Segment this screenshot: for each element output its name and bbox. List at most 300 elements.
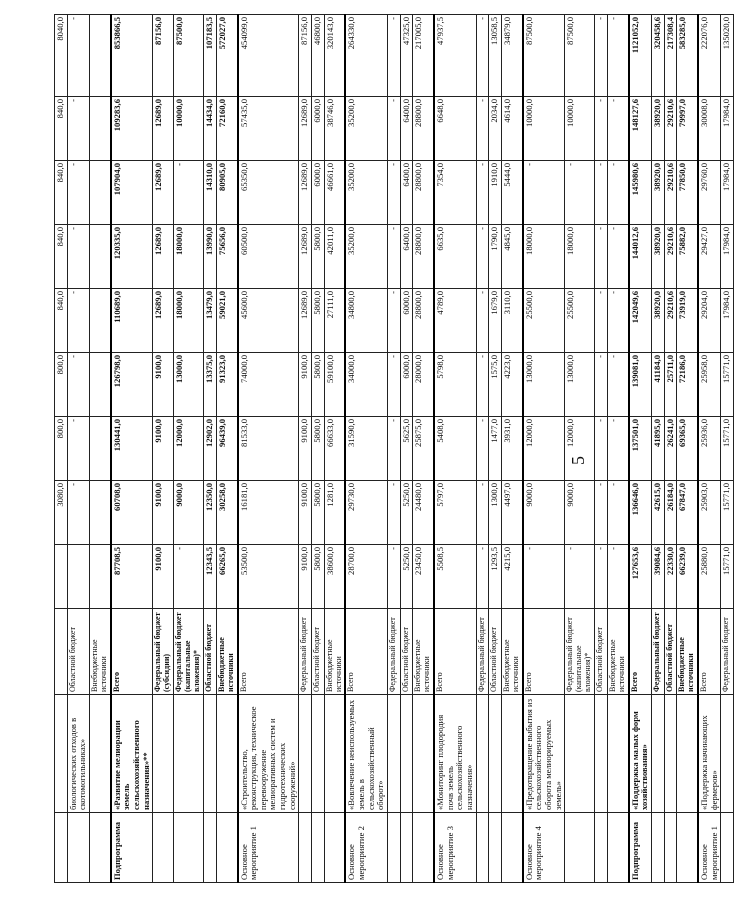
table-cell: 5408,0 bbox=[434, 417, 476, 481]
budget-table bbox=[54, 14, 734, 883]
table-cell: 5800,0 bbox=[311, 225, 324, 289]
table-body bbox=[55, 15, 734, 883]
table-cell: 217005,0 bbox=[413, 15, 434, 97]
table-cell: 13479,0 bbox=[204, 289, 217, 353]
table-cell: 5800,0 bbox=[311, 545, 324, 609]
table-cell: 31590,0 bbox=[345, 417, 387, 481]
table-cell: Основное мероприятие 4 bbox=[523, 813, 565, 883]
table-cell: «Мониторинг плодородия почв земель сельскохозяйственного назначения» bbox=[434, 695, 476, 813]
table-cell bbox=[677, 695, 698, 813]
table-cell: - bbox=[387, 97, 400, 161]
table-cell bbox=[501, 813, 522, 883]
table-cell: 13058,5 bbox=[489, 15, 502, 97]
table-row bbox=[721, 15, 734, 883]
table-cell: 264330,0 bbox=[345, 15, 387, 97]
table-cell: 107183,5 bbox=[204, 15, 217, 97]
table-cell bbox=[174, 813, 204, 883]
table-cell: 800,0 bbox=[55, 353, 68, 417]
table-cell: Областной бюджет bbox=[664, 609, 677, 695]
table-cell: Подпрограмма bbox=[111, 813, 153, 883]
table-cell: - bbox=[476, 225, 489, 289]
table-cell: 5625,0 bbox=[400, 417, 413, 481]
table-cell: 4215,0 bbox=[501, 545, 522, 609]
table-cell: 34000,0 bbox=[345, 353, 387, 417]
table-cell bbox=[89, 417, 110, 481]
table-cell: - bbox=[67, 289, 89, 353]
table-cell: 12689,0 bbox=[299, 225, 312, 289]
table-cell: 4614,0 bbox=[501, 97, 522, 161]
table-row bbox=[153, 15, 174, 883]
table-cell: 75656,0 bbox=[216, 225, 237, 289]
table-cell: 9100,0 bbox=[153, 481, 174, 545]
table-cell: 34879,0 bbox=[501, 15, 522, 97]
table-cell bbox=[89, 481, 110, 545]
table-cell: 148127,6 bbox=[629, 97, 652, 161]
table-cell: Федеральный бюджет (капитальные вложения)* bbox=[565, 609, 595, 695]
table-cell: 13000,0 bbox=[174, 353, 204, 417]
table-cell: 57435,0 bbox=[238, 97, 299, 161]
table-row bbox=[174, 15, 204, 883]
table-cell: 7354,0 bbox=[434, 161, 476, 225]
table-cell: - bbox=[565, 161, 595, 225]
table-cell: - bbox=[387, 161, 400, 225]
table-cell: 840,0 bbox=[55, 289, 68, 353]
table-cell bbox=[216, 813, 237, 883]
table-cell: 10000,0 bbox=[565, 97, 595, 161]
table-cell bbox=[204, 695, 217, 813]
table-cell: 81533,0 bbox=[238, 417, 299, 481]
table-cell: - bbox=[607, 161, 628, 225]
table-cell: - bbox=[595, 545, 608, 609]
table-cell: Основное мероприятие 3 bbox=[434, 813, 476, 883]
table-cell: 5800,0 bbox=[311, 481, 324, 545]
table-cell bbox=[55, 545, 68, 609]
table-cell: 25711,0 bbox=[664, 353, 677, 417]
table-cell: 16181,0 bbox=[238, 481, 299, 545]
table-cell bbox=[67, 545, 89, 609]
table-cell: - bbox=[67, 97, 89, 161]
table-cell: 26184,0 bbox=[664, 481, 677, 545]
table-cell: 137501,0 bbox=[629, 417, 652, 481]
table-cell: Внебюджетные источники bbox=[89, 609, 110, 695]
table-cell: 572027,0 bbox=[216, 15, 237, 97]
table-cell bbox=[721, 695, 734, 813]
table-cell: 25958,0 bbox=[698, 353, 721, 417]
table-cell: биологических отходов в скотомогильниках» bbox=[67, 695, 89, 813]
table-cell: 18000,0 bbox=[565, 225, 595, 289]
table-cell: - bbox=[595, 161, 608, 225]
table-cell: Федеральный бюджет bbox=[721, 609, 734, 695]
table-cell: 9100,0 bbox=[153, 417, 174, 481]
table-cell: - bbox=[595, 97, 608, 161]
table-row bbox=[387, 15, 400, 883]
table-cell bbox=[607, 695, 628, 813]
table-cell bbox=[595, 695, 608, 813]
table-cell: 145980,6 bbox=[629, 161, 652, 225]
table-cell: 38920,0 bbox=[651, 289, 664, 353]
table-cell: 12350,0 bbox=[204, 481, 217, 545]
table-cell: - bbox=[607, 289, 628, 353]
table-cell: 10000,0 bbox=[523, 97, 565, 161]
table-cell: 6000,0 bbox=[311, 97, 324, 161]
table-cell: 75882,0 bbox=[677, 225, 698, 289]
table-cell: 15771,0 bbox=[721, 417, 734, 481]
table-cell: 25875,0 bbox=[413, 417, 434, 481]
table-cell: - bbox=[387, 225, 400, 289]
table-cell bbox=[489, 813, 502, 883]
table-row bbox=[664, 15, 677, 883]
table-cell: 9100,0 bbox=[299, 353, 312, 417]
table-cell: - bbox=[67, 15, 89, 97]
table-cell bbox=[299, 695, 312, 813]
table-cell bbox=[400, 695, 413, 813]
table-cell: 18000,0 bbox=[174, 225, 204, 289]
table-cell: 5800,0 bbox=[311, 417, 324, 481]
table-cell bbox=[153, 813, 174, 883]
page-number: 5 bbox=[568, 456, 588, 465]
table-row bbox=[67, 15, 89, 883]
table-cell: 42615,0 bbox=[651, 481, 664, 545]
table-cell: Федеральный бюджет bbox=[387, 609, 400, 695]
table-cell bbox=[324, 695, 345, 813]
table-cell bbox=[721, 813, 734, 883]
table-cell: 583285,0 bbox=[677, 15, 698, 97]
table-cell: 17984,0 bbox=[721, 161, 734, 225]
table-cell bbox=[311, 695, 324, 813]
table-cell: 139081,0 bbox=[629, 353, 652, 417]
table-cell: 2034,0 bbox=[489, 97, 502, 161]
table-cell bbox=[55, 813, 68, 883]
table-cell: 13990,0 bbox=[204, 225, 217, 289]
table-cell bbox=[89, 813, 110, 883]
table-row bbox=[523, 15, 565, 883]
table-cell: 107904,0 bbox=[111, 161, 153, 225]
table-cell: 17984,0 bbox=[721, 225, 734, 289]
table-cell: - bbox=[595, 289, 608, 353]
table-cell: 29210,6 bbox=[664, 289, 677, 353]
table-cell: 42011,0 bbox=[324, 225, 345, 289]
table-row bbox=[698, 15, 721, 883]
table-cell: Основное мероприятие 2 bbox=[345, 813, 387, 883]
table-cell: Областной бюджет bbox=[204, 609, 217, 695]
table-cell: - bbox=[607, 481, 628, 545]
table-cell: 5250,0 bbox=[400, 481, 413, 545]
table-cell: 127653,6 bbox=[629, 545, 652, 609]
table-cell: 136646,0 bbox=[629, 481, 652, 545]
table-cell: 6400,0 bbox=[400, 161, 413, 225]
table-cell: 27111,0 bbox=[324, 289, 345, 353]
table-cell: 39084,6 bbox=[651, 545, 664, 609]
table-cell: 8040,0 bbox=[55, 15, 68, 97]
table-cell: 6400,0 bbox=[400, 225, 413, 289]
table-cell: 60708,0 bbox=[111, 481, 153, 545]
table-cell: - bbox=[67, 353, 89, 417]
table-cell: 66239,0 bbox=[677, 545, 698, 609]
table-cell: 853866,5 bbox=[111, 15, 153, 97]
table-cell: - bbox=[387, 481, 400, 545]
table-cell bbox=[565, 695, 595, 813]
table-cell: 38920,0 bbox=[651, 161, 664, 225]
table-cell: 77850,0 bbox=[677, 161, 698, 225]
table-cell: 69365,0 bbox=[677, 417, 698, 481]
table-cell: 9000,0 bbox=[565, 481, 595, 545]
table-row bbox=[565, 15, 595, 883]
table-row bbox=[324, 15, 345, 883]
table-cell: 9000,0 bbox=[523, 481, 565, 545]
table-cell: 28800,0 bbox=[413, 161, 434, 225]
table-cell: «Строительство, реконструкция, техническое перевооружение мелиоративных систем и гидротехнических сооружений» bbox=[238, 695, 299, 813]
table-cell: 29427,0 bbox=[698, 225, 721, 289]
table-cell bbox=[89, 15, 110, 97]
table-cell bbox=[89, 289, 110, 353]
table-row bbox=[400, 15, 413, 883]
table-cell: 222076,0 bbox=[698, 15, 721, 97]
table-cell: 3931,0 bbox=[501, 417, 522, 481]
table-cell bbox=[476, 813, 489, 883]
table-cell: Подпрограмма bbox=[629, 813, 652, 883]
table-row bbox=[501, 15, 522, 883]
table-cell: 15771,0 bbox=[721, 545, 734, 609]
table-cell: 28800,0 bbox=[413, 289, 434, 353]
table-cell: Всего bbox=[345, 609, 387, 695]
table-cell: 66265,0 bbox=[216, 545, 237, 609]
table-cell: 79997,0 bbox=[677, 97, 698, 161]
table-cell bbox=[89, 545, 110, 609]
table-cell: 840,0 bbox=[55, 161, 68, 225]
table-cell: 4789,0 bbox=[434, 289, 476, 353]
table-cell bbox=[387, 813, 400, 883]
table-cell: 840,0 bbox=[55, 97, 68, 161]
table-row bbox=[607, 15, 628, 883]
table-cell: 72186,0 bbox=[677, 353, 698, 417]
table-cell bbox=[89, 161, 110, 225]
table-cell: 91323,0 bbox=[216, 353, 237, 417]
table-cell: Внебюджетные источники bbox=[501, 609, 522, 695]
table-row bbox=[111, 15, 153, 883]
table-cell: - bbox=[476, 161, 489, 225]
table-cell: 41895,0 bbox=[651, 417, 664, 481]
table-cell: 22330,0 bbox=[664, 545, 677, 609]
table-cell: 1121052,0 bbox=[629, 15, 652, 97]
table-cell: 28800,0 bbox=[413, 225, 434, 289]
table-cell: Областной бюджет bbox=[67, 609, 89, 695]
table-cell: - bbox=[565, 545, 595, 609]
table-cell: 35200,0 bbox=[345, 97, 387, 161]
table-row bbox=[476, 15, 489, 883]
table-cell bbox=[413, 813, 434, 883]
table-cell: - bbox=[595, 353, 608, 417]
table-cell bbox=[607, 813, 628, 883]
table-cell: - bbox=[174, 161, 204, 225]
table-cell: 3110,0 bbox=[501, 289, 522, 353]
table-cell: - bbox=[174, 545, 204, 609]
table-cell: Внебюджетные источники bbox=[607, 609, 628, 695]
table-cell: 1910,0 bbox=[489, 161, 502, 225]
table-cell: Всего bbox=[523, 609, 565, 695]
table-cell: 53500,0 bbox=[238, 545, 299, 609]
table-cell: 87500,0 bbox=[565, 15, 595, 97]
table-cell: 110689,0 bbox=[111, 289, 153, 353]
table-cell: 25936,0 bbox=[698, 417, 721, 481]
table-cell: 5800,0 bbox=[311, 289, 324, 353]
table-cell: Федеральный бюджет (капитальные вложения)* bbox=[174, 609, 204, 695]
table-cell: 15771,0 bbox=[721, 353, 734, 417]
table-cell: 109283,6 bbox=[111, 97, 153, 161]
table-cell: 35200,0 bbox=[345, 161, 387, 225]
table-cell: 126798,0 bbox=[111, 353, 153, 417]
table-row bbox=[345, 15, 387, 883]
table-cell: 96439,0 bbox=[216, 417, 237, 481]
table-cell: 29730,0 bbox=[345, 481, 387, 545]
table-cell: 17984,0 bbox=[721, 289, 734, 353]
table-cell: Федеральный бюджет bbox=[299, 609, 312, 695]
table-cell: 59100,0 bbox=[324, 353, 345, 417]
table-cell: 135020,0 bbox=[721, 15, 734, 97]
table-cell bbox=[89, 353, 110, 417]
table-cell: 4497,0 bbox=[501, 481, 522, 545]
table-cell: 12000,0 bbox=[523, 417, 565, 481]
table-cell: 13000,0 bbox=[523, 353, 565, 417]
table-cell: 73919,0 bbox=[677, 289, 698, 353]
table-cell: Всего bbox=[111, 609, 153, 695]
table-cell: 130441,0 bbox=[111, 417, 153, 481]
table-cell: 800,0 bbox=[55, 417, 68, 481]
table-cell: - bbox=[523, 161, 565, 225]
table-cell: 13000,0 bbox=[565, 353, 595, 417]
table-cell: 66633,0 bbox=[324, 417, 345, 481]
table-cell bbox=[324, 813, 345, 883]
table-cell: 18000,0 bbox=[174, 289, 204, 353]
table-cell: 12689,0 bbox=[299, 97, 312, 161]
table-cell: Федеральный бюджет (субсидии) bbox=[153, 609, 174, 695]
table-cell: 34800,0 bbox=[345, 289, 387, 353]
table-row bbox=[489, 15, 502, 883]
table-cell: 1300,0 bbox=[489, 481, 502, 545]
table-cell bbox=[311, 813, 324, 883]
table-cell: - bbox=[387, 289, 400, 353]
table-cell: - bbox=[523, 545, 565, 609]
table-cell: 6000,0 bbox=[400, 353, 413, 417]
table-cell bbox=[89, 695, 110, 813]
table-cell: Всего bbox=[698, 609, 721, 695]
table-cell: 29210,6 bbox=[664, 97, 677, 161]
table-cell: 59021,0 bbox=[216, 289, 237, 353]
table-cell bbox=[489, 695, 502, 813]
table-cell: 6648,0 bbox=[434, 97, 476, 161]
table-cell: «Поддержка начинающих фермеров» bbox=[698, 695, 721, 813]
table-cell: 14310,0 bbox=[204, 161, 217, 225]
table-cell: 25880,0 bbox=[698, 545, 721, 609]
table-cell: 5798,0 bbox=[434, 353, 476, 417]
table-row bbox=[595, 15, 608, 883]
table-cell bbox=[476, 695, 489, 813]
table-cell: - bbox=[387, 417, 400, 481]
table-cell: - bbox=[607, 353, 628, 417]
table-cell bbox=[89, 225, 110, 289]
table-cell: 60500,0 bbox=[238, 225, 299, 289]
table-row bbox=[238, 15, 299, 883]
table-cell: 35200,0 bbox=[345, 225, 387, 289]
table-cell: 120335,0 bbox=[111, 225, 153, 289]
table-cell: - bbox=[476, 15, 489, 97]
table-cell: 28000,0 bbox=[413, 353, 434, 417]
table-cell: 24480,0 bbox=[413, 481, 434, 545]
table-cell: 12689,0 bbox=[153, 225, 174, 289]
table-cell: Федеральный бюджет bbox=[476, 609, 489, 695]
table-cell: - bbox=[607, 545, 628, 609]
table-cell: 38600,0 bbox=[324, 545, 345, 609]
table-cell: 3080,0 bbox=[55, 481, 68, 545]
table-cell: 30258,0 bbox=[216, 481, 237, 545]
table-cell: - bbox=[387, 545, 400, 609]
table-cell: 5508,5 bbox=[434, 545, 476, 609]
table-cell: 13375,0 bbox=[204, 353, 217, 417]
table-cell: 6000,0 bbox=[311, 161, 324, 225]
table-cell: 15771,0 bbox=[721, 481, 734, 545]
table-cell: 9100,0 bbox=[299, 545, 312, 609]
table-cell: 12000,0 bbox=[565, 417, 595, 481]
table-cell: 87156,0 bbox=[153, 15, 174, 97]
table-cell bbox=[501, 695, 522, 813]
table-row bbox=[204, 15, 217, 883]
table-cell: 17984,0 bbox=[721, 97, 734, 161]
table-cell: 1293,5 bbox=[489, 545, 502, 609]
table-cell: Областной бюджет bbox=[489, 609, 502, 695]
table-cell: 12689,0 bbox=[153, 97, 174, 161]
table-cell: 25903,0 bbox=[698, 481, 721, 545]
table-cell: - bbox=[67, 481, 89, 545]
table-cell: - bbox=[67, 225, 89, 289]
table-cell: - bbox=[476, 97, 489, 161]
table-cell: 46800,0 bbox=[311, 15, 324, 97]
table-cell: «Поддержка малых форм хозяйствования» bbox=[629, 695, 652, 813]
table-cell: Всего bbox=[629, 609, 652, 695]
table-cell: 12689,0 bbox=[299, 161, 312, 225]
table-cell: - bbox=[595, 417, 608, 481]
table-cell: Основное мероприятие 1 bbox=[698, 813, 721, 883]
table-cell bbox=[204, 813, 217, 883]
table-cell: 6400,0 bbox=[400, 97, 413, 161]
table-cell: Внебюджетные источники bbox=[324, 609, 345, 695]
table-row bbox=[413, 15, 434, 883]
table-cell: 9100,0 bbox=[153, 353, 174, 417]
table-cell: Областной бюджет bbox=[400, 609, 413, 695]
table-cell bbox=[677, 813, 698, 883]
table-cell: - bbox=[476, 289, 489, 353]
table-row bbox=[89, 15, 110, 883]
table-cell: 12343,5 bbox=[204, 545, 217, 609]
table-cell: - bbox=[387, 353, 400, 417]
table-cell: 18000,0 bbox=[523, 225, 565, 289]
table-cell: Всего bbox=[434, 609, 476, 695]
table-cell: 23450,0 bbox=[413, 545, 434, 609]
table-cell: Областной бюджет bbox=[311, 609, 324, 695]
table-cell: 30008,0 bbox=[698, 97, 721, 161]
table-cell: «Вовлечение неиспользуемых земель в сельскохозяйственный оборот» bbox=[345, 695, 387, 813]
table-cell: 144012,6 bbox=[629, 225, 652, 289]
table-cell: 28700,0 bbox=[345, 545, 387, 609]
table-cell: 87500,0 bbox=[174, 15, 204, 97]
table-cell bbox=[651, 695, 664, 813]
table-cell bbox=[400, 813, 413, 883]
table-cell: 12689,0 bbox=[153, 161, 174, 225]
table-cell: 38920,0 bbox=[651, 225, 664, 289]
table-cell: - bbox=[67, 161, 89, 225]
table-cell: 28800,0 bbox=[413, 97, 434, 161]
table-cell: 9100,0 bbox=[153, 545, 174, 609]
table-cell bbox=[664, 813, 677, 883]
table-cell: 67847,0 bbox=[677, 481, 698, 545]
